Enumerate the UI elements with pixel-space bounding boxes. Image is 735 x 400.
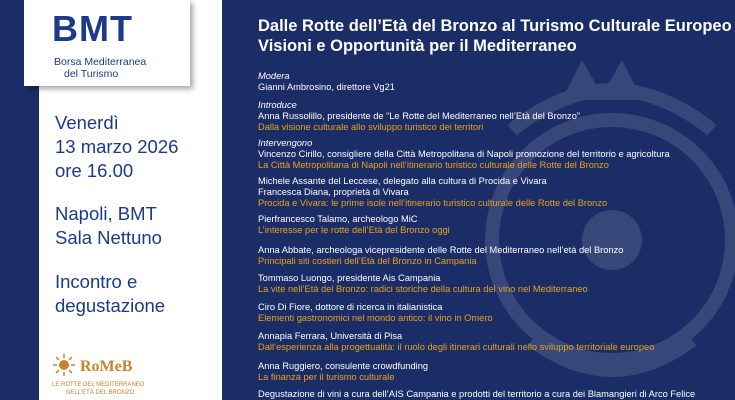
event-date: 13 marzo 2026 <box>55 136 179 157</box>
speaker-7-block <box>258 331 654 353</box>
speaker-6-block <box>258 302 493 324</box>
speaker-3-block <box>258 214 450 236</box>
moderator-name: Gianni Ambrosino, direttore Vg21 <box>258 82 395 92</box>
speaker-6-topic: Elementi gastronomici nel mondo antico: il vino in Omero <box>258 313 493 323</box>
intro-block <box>258 100 580 133</box>
event-time: ore 16.00 <box>55 160 134 181</box>
speaker-2-topic: Procida e Vivara: le prime isole nell’itinerario turistico culturale delle Rotte del Bronzo <box>258 198 608 208</box>
bmt-logo-mark: BMT <box>52 8 133 49</box>
left-column <box>0 0 222 400</box>
sun-icon <box>52 353 76 377</box>
intro-topic: Dalla visione culturale allo sviluppo turistico dei territori <box>258 122 484 132</box>
romeb-tagline-1: LE ROTTE DEL MEDITERRANEO <box>52 382 145 388</box>
bmt-logo <box>24 0 190 86</box>
event-city: Napoli, BMT <box>55 203 157 224</box>
speaker-4-person: Anna Abbate, archeologa vicepresidente delle Rotte del Mediterraneo nell’età del Bronzo <box>258 245 624 255</box>
intro-person: Anna Russolillo, presidente de “Le Rotte del Mediterraneo nell’Età del Bronzo” <box>258 111 580 121</box>
program-panel <box>222 0 735 400</box>
moderator-block <box>258 71 395 93</box>
romeb-name: RoMeB <box>80 358 133 375</box>
event-datetime <box>55 111 178 183</box>
speaker-5-person: Tommaso Luongo, presidente Ais Campania <box>258 273 441 283</box>
speaker-5-block <box>258 273 588 295</box>
speaker-8-block <box>258 361 428 383</box>
speaker-8-person: Anna Ruggiero, consulente crowdfunding <box>258 361 429 371</box>
speaker-2-person-a: Michele Assante del Leccese, delegato alla cultura di Procida e Vivara <box>258 176 547 186</box>
bmt-logo-line-2: del Turismo <box>64 68 119 80</box>
intro-label: Introduce <box>258 100 297 110</box>
speaker-4-block <box>258 245 623 267</box>
event-room: Sala Nettuno <box>55 227 162 248</box>
moderator-label: Modera <box>258 71 290 81</box>
event-day: Venerdì <box>55 112 119 133</box>
speaker-7-topic: Dall’esperienza alla progettualità: il ruolo degli itinerari culturali nello sviluppo territoriale europeo <box>258 342 655 352</box>
speaker-3-topic: L’interesse per le rotte dell’Età del Bronzo oggi <box>258 225 450 235</box>
speaker-4-topic: Principali siti costieri dell’Età del Bronzo in Campania <box>258 256 477 266</box>
event-type <box>55 270 165 318</box>
romeb-logo <box>52 350 172 400</box>
speaker-2-person-b: Francesca Diana, proprietà di Vivara <box>258 187 409 197</box>
speakers-label: Intervengono <box>258 138 313 148</box>
speaker-8-topic: La finanza per il turismo culturale <box>258 372 395 382</box>
speaker-5-topic: La vite nell’Età del Bronzo: radici storiche della cultura del vino nel Mediterraneo <box>258 284 588 294</box>
speaker-3-person: Pierfrancesco Talamo, archeologo MiC <box>258 214 418 224</box>
speaker-7-person: Annapia Ferrara, Università di Pisa <box>258 331 403 341</box>
event-type-line1: Incontro e <box>55 271 138 292</box>
title-line-2: Visioni e Opportunità per il Mediterraneo <box>258 37 577 55</box>
bmt-logo-line-1: Borsa Mediterranea <box>54 56 147 68</box>
tasting-text: Degustazione di vini a cura dell’AIS Campania e prodotti del territorio a cura dei Blamangieri di Arco Felice <box>258 389 696 399</box>
tasting-block <box>258 389 695 400</box>
speaker-1-block <box>258 138 670 171</box>
speaker-2-block <box>258 176 607 209</box>
speaker-6-person: Ciro Di Fiore, dottore di ricerca in italianistica <box>258 302 443 312</box>
speaker-1-topic: La Città Metropolitana di Napoli nell’itinerario turistico culturale delle Rotte del Bronzo <box>258 160 609 170</box>
title-line-1: Dalle Rotte dell’Età del Bronzo al Turismo Culturale Europeo <box>258 17 732 35</box>
event-location <box>55 202 162 250</box>
romeb-tagline-2: NELL'ETÀ DEL BRONZO <box>66 390 135 396</box>
speaker-1-person: Vincenzo Cirillo, consigliere della Città Metropolitana di Napoli promozione del territorio e agricoltura <box>258 149 670 159</box>
event-type-line2: degustazione <box>55 295 166 316</box>
